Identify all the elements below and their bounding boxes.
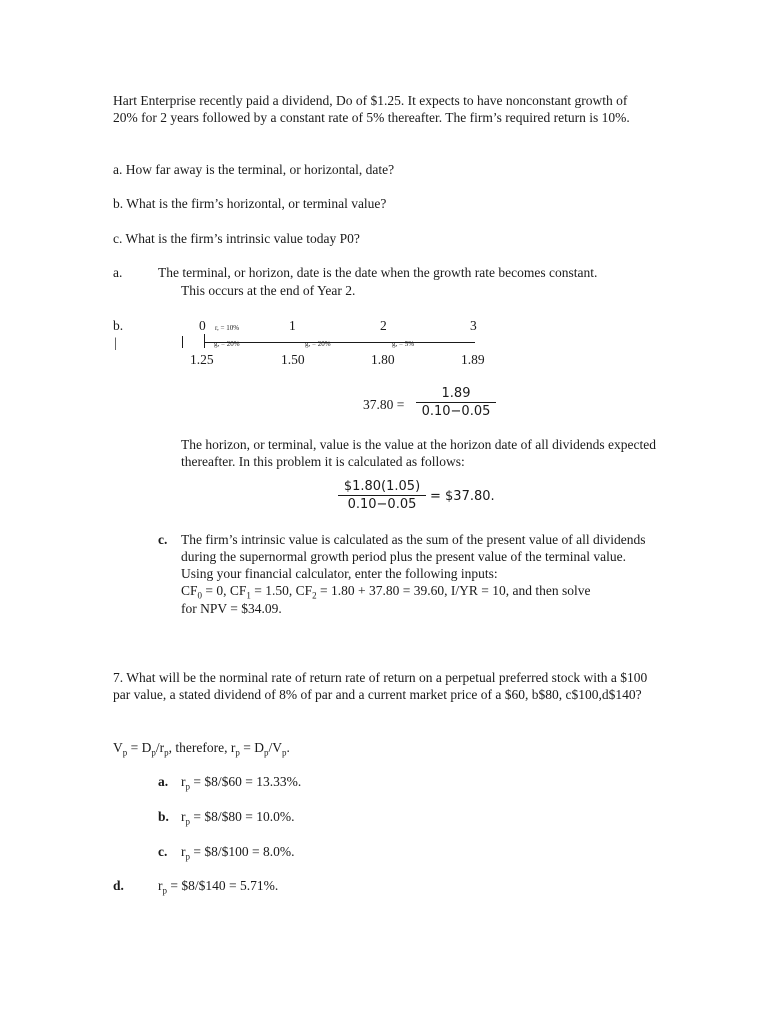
answer-a-line1: The terminal, or horizon, date is the date when the growth rate becomes constant. bbox=[158, 265, 598, 280]
question-7: 7. What will be the norminal rate of return rate of return on a perpetual preferred stock with a $100 par value, a stated dividend of 8% of par and a current market price of a $60, b$80, c$100,d$140? bbox=[113, 670, 648, 702]
timeline-growth-1: g, = 20% bbox=[214, 340, 240, 348]
timeline-growth-3: g, = 5% bbox=[392, 340, 415, 348]
equation1-fraction bbox=[416, 386, 496, 419]
q7-answer-c-label: c. bbox=[158, 844, 168, 859]
timeline-rate-label: r, = 10% bbox=[215, 324, 240, 332]
equation2-fraction bbox=[338, 479, 426, 512]
timeline-period-3: 3 bbox=[470, 318, 477, 333]
timeline-period-1: 1 bbox=[289, 318, 296, 333]
question-b: b. What is the firm’s horizontal, or terminal value? bbox=[113, 196, 387, 211]
equation1-denominator: 0.10−0.05 bbox=[421, 404, 491, 419]
q7-answer-a: $r_p$ = $8/$60 = 13.33%. bbox=[181, 774, 302, 792]
timeline-tick-left bbox=[182, 336, 183, 348]
timeline-tick-0 bbox=[204, 334, 205, 348]
timeline-growth-2: g, = 20% bbox=[305, 340, 331, 348]
equation2-numerator: $1.80(1.05) bbox=[338, 479, 426, 496]
question-a: a. How far away is the terminal, or horizontal, date? bbox=[113, 162, 395, 177]
q7-answer-b: $r_p$ = $8/$80 = 10.0%. bbox=[181, 809, 295, 827]
timeline-cf-0: 1.25 bbox=[190, 352, 214, 367]
q7-answer-c: $r_p$ = $8/$100 = 8.0%. bbox=[181, 844, 295, 862]
equation2-rhs: = $37.80. bbox=[430, 489, 495, 504]
question-c: c. What is the firm’s intrinsic value today P0? bbox=[113, 231, 360, 246]
timeline-cf-2: 1.80 bbox=[371, 352, 395, 367]
q7-answer-d-label: d. bbox=[113, 878, 124, 893]
answer-a-label: a. bbox=[113, 265, 123, 280]
timeline-cf-1: 1.50 bbox=[281, 352, 305, 367]
horizon-value-text: The horizon, or terminal, value is the value at the horizon date of all dividends expected thereafter. In this problem it is calculated as follows: bbox=[181, 437, 656, 469]
answer-c-text: The firm’s intrinsic value is calculated as the sum of the present value of all dividends during the supernormal growth period plus the present value of the terminal value. Using your financial calculator, enter the following inputs: bbox=[181, 532, 646, 581]
q7-answer-a-label: a. bbox=[158, 774, 169, 789]
q7-formula: $V_p = D_p/r_p$, therefore, $r_p = D_p/V_p$. bbox=[113, 740, 290, 758]
timeline-period-2: 2 bbox=[380, 318, 387, 333]
problem-intro: Hart Enterprise recently paid a dividend, Do of $1.25. It expects to have nonconstant growth of 20% for 2 years followed by a constant rate of 5% thereafter. The firm’s required return is 10%. bbox=[113, 93, 630, 125]
q7-answer-d: $r_p$ = $8/$140 = 5.71%. bbox=[158, 878, 279, 896]
equation2-denominator: 0.10−0.05 bbox=[347, 497, 417, 512]
timeline-period-0: 0 bbox=[199, 318, 206, 333]
answer-b-label: b. bbox=[113, 318, 124, 333]
q7-answer-b-label: b. bbox=[158, 809, 169, 824]
equation1-lhs: 37.80 = bbox=[363, 397, 405, 412]
answer-b-bar: | bbox=[114, 335, 117, 350]
answer-c-inputs: $CF_0 = 0$, $CF_1 = 1.50$, $CF_2 = 1.80 + 37.80 = 39.60$, I/YR = 10, and then solve bbox=[181, 583, 591, 601]
timeline-cf-3: 1.89 bbox=[461, 352, 485, 367]
answer-c-result: for NPV = $34.09. bbox=[181, 601, 282, 616]
answer-a-line2: This occurs at the end of Year 2. bbox=[181, 283, 356, 298]
answer-c-label: c. bbox=[158, 532, 168, 547]
equation1-numerator: 1.89 bbox=[416, 386, 496, 403]
timeline-axis bbox=[204, 342, 475, 343]
